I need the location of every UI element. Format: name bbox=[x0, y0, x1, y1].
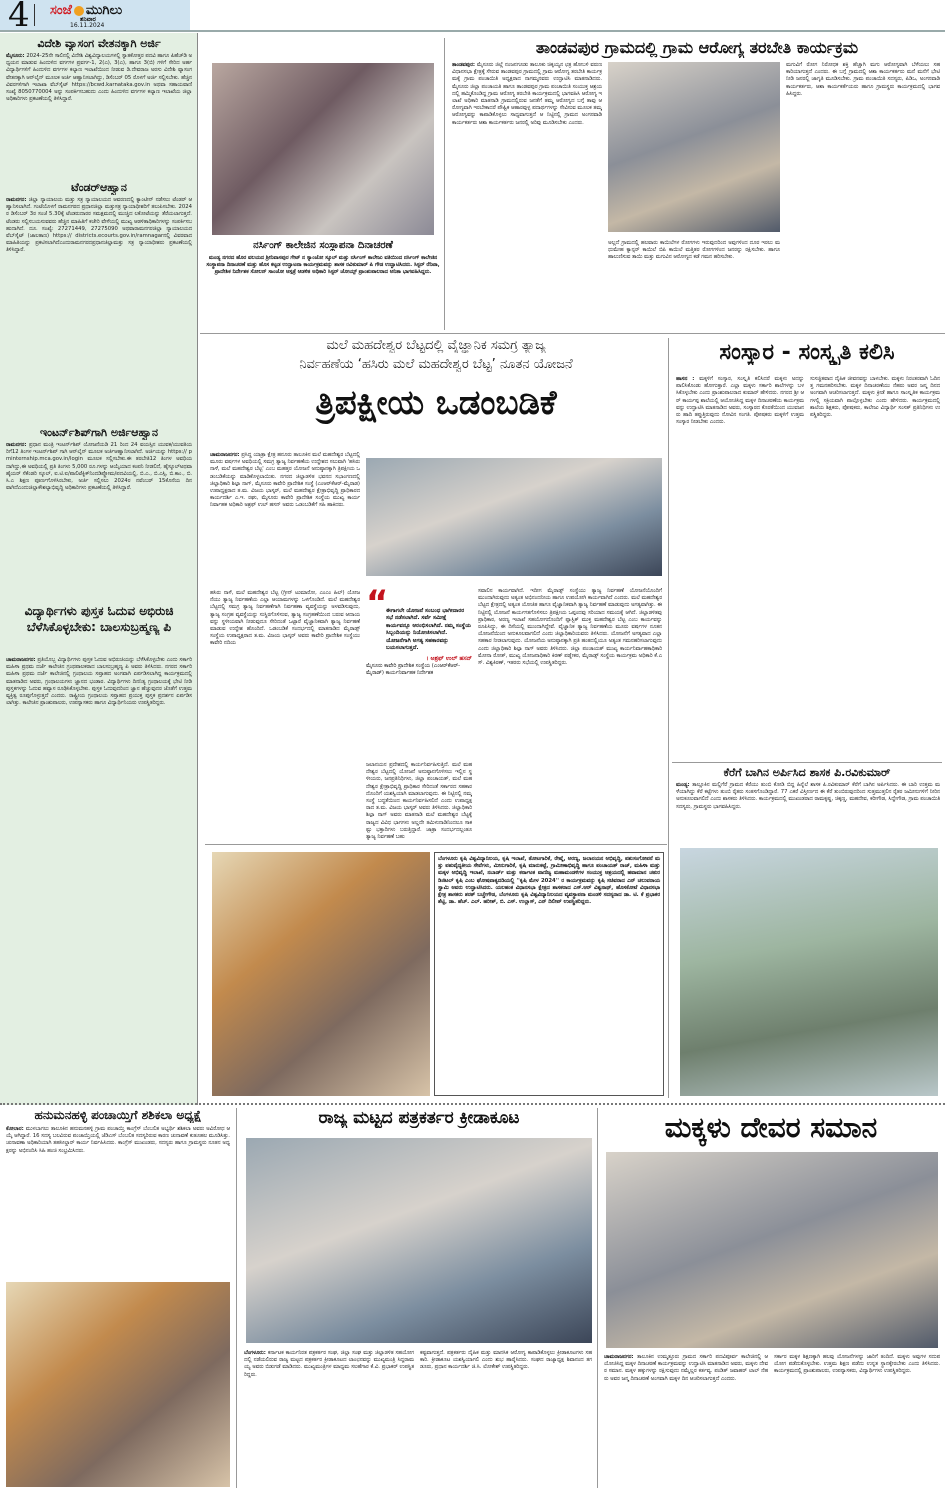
hanumanahalli-body bbox=[6, 1126, 230, 1276]
sports-body-col1 bbox=[244, 1350, 414, 1486]
story-text: ಮುಳಬಾಗಲು ತಾಲೂಕಿನ ಹನುಮನಹಳ್ಳಿ ಗ್ರಾಮ ಪಂಚಾಯ್ತಿ ಕಾಂಗ್ರೆಸ್ ಬೆಂಬಲಿತ ಅಭ್ಯರ್ಥಿ ಶಶಿಕಲಾ ಅವರು ಅವಿರೋಧ ಆಯ್ಕೆ ಆಗಿದ್ದಾರೆ. 16 ಸದಸ್ಯ ಬಲವಿರುವ ಪಂಚಾಯ್ತಿಯಲ್ಲಿ ಜೆಡಿಎಸ್ ಬೆಂಬಲಿತ ಸದಸ್ಯರಿರುವ ಕಾರಣ ಚುನಾವಣೆ ಕುತೂಹಲ ಮೂಡಿಸಿತ್ತು. ಚುನಾವಣಾ ಅಧಿಕಾರಿಯಾಗಿ ತಹಸೀಲ್ದಾರ್ ಕಾರ್ಯ ನಿರ್ವಹಿಸಿದರು. ಕಾಂಗ್ರೆಸ್ ಮುಖಂಡರು, ಸದಸ್ಯರು ಹಾಗೂ ಗ್ರಾಮಸ್ಥರು ನೂತನ ಅಧ್ಯಕ್ಷರನ್ನು ಅಭಿನಂದಿಸಿ ಸಿಹಿ ಹಂಚಿ ಸಂಭ್ರಮಿಸಿದರು. bbox=[6, 1126, 230, 1154]
issue-date: 16.11.2024 bbox=[70, 22, 105, 29]
dateline: ಮೈಸೂರು: bbox=[6, 53, 25, 59]
quote-text: ಈಗಾಗಲೇ ಯೋಜನೆ ಸಂಬಂಧ ಭಾಗೀದಾರರ ಸಭೆ ನಡೆಸಲಾಗಿದೆ. ಸರ್ವೆ ಸಮೀಕ್ಷೆ ಕಾರ್ಯವನ್ನೂ ಆರಂಭಿಸಲಾಗಿದೆ. ನಮ್ಮ ಸಂಸ್ಥೆಯ ಸಿಬ್ಬಂದಿಯನ್ನು ನಿಯೋಜಿಸಲಾಗಿದೆ. ಯೋಜನೆಗಾಗಿ ಅಗತ್ಯ ಸಹಕಾರವನ್ನು ಬಯಸಲಾಗುತ್ತದೆ. bbox=[386, 608, 472, 652]
pull-quote bbox=[366, 588, 472, 758]
dotted-rule bbox=[0, 1103, 945, 1105]
dateline: ಕೋಲಾರ: bbox=[6, 1126, 24, 1132]
mou-signing-photo bbox=[366, 458, 662, 576]
top-rule bbox=[0, 30, 945, 32]
column-divider bbox=[236, 1108, 237, 1488]
nursing-headline: ನರ್ಸಿಂಗ್ ಕಾಲೇಜಿನ ಸಂಸ್ಥಾಪನಾ ದಿನಾಚರಣೆ bbox=[253, 240, 393, 251]
story-headline: ವಿದೇಶಿ ವ್ಯಾಸಂಗ ವೇತನಕ್ಕಾಗಿ ಅರ್ಜಿ bbox=[37, 37, 161, 50]
kere-headline: ಕೆರೆಗೆ ಬಾಗಿನ ಅರ್ಪಿಸಿದ ಶಾಸಕ ಪಿ.ರವಿಕುಮಾರ್ bbox=[723, 766, 891, 779]
section-rule bbox=[672, 762, 942, 763]
page-number: 4 bbox=[8, 0, 30, 30]
dateline: ಹಾಸನ : bbox=[676, 376, 695, 382]
story-text: ಮಕ್ಕಳಿಗೆ ಸಂಸ್ಕಾರ, ಸಂಸ್ಕೃತಿ ಕಲಿಸಿದರೆ ಮಕ್ಕಳು ಅದನ್ನು ಪಾಲಿಸಿಕೊಂಡು ಹೋಗುತ್ತಾರೆ. ಎಲ್ಲಾ ಮಕ್ಕಳು ಸರ್ಕಾರಿ ಶಾಲೆಗಳನ್ನು ಬಳಸಿಕೊಳ್ಳಬೇಕು ಎಂದು ಪ್ರಾಂಶುಪಾಲರಾದ ಕುಮಾರ್ ಹೇಳಿದರು. ನಗರದ ಶ್ರೀ ಆರ್ ಕಾರ್ಯಪ್ಪ ಶಾಲೆಯಲ್ಲಿ ಆಯೋಜಿಸಿದ್ದ ಮಕ್ಕಳ ದಿನಾಚರಣೆಯ ಕಾರ್ಯಕ್ರಮವನ್ನು ಉದ್ಘಾಟಿಸಿ ಮಾತನಾಡಿದ ಅವರು, ಸಂಸ್ಕಾರದ ಕೊರತೆಯಿಂದ ಯುವಜನರು ಹಾದಿ ತಪ್ಪುತ್ತಿರುವುದು ನೋವಿನ ಸಂಗತಿ. ಪೋಷಕರು ಮಕ್ಕಳಿಗೆ ಉತ್ತಮ ಸಂಸ್ಕಾರ ನೀಡಬೇಕು ಎಂದರು. bbox=[676, 376, 804, 426]
childrens-day-photo bbox=[606, 1152, 938, 1348]
story-body bbox=[6, 53, 192, 178]
lead-body-col3: ಜಲಾನಯನ ಪ್ರದೇಶದಲ್ಲಿ ಕಾರ್ಯನಿರ್ವಹಿಸುತ್ತಿದೆ. ಮಲೆ ಮಹದೇಶ್ವರ ಬೆಟ್ಟದಲ್ಲಿ ಯೋಜನೆ ಅನುಷ್ಠಾನಗೊಳಿಸಲು ಇಲ್ಲಿನ ಸ್ಥಳೀಯರು, ಜನಪ್ರತಿನಿಧಿಗಳು, ಜಿಲ್ಲಾ ಪಂಚಾಯತ್, ಮಲೆ ಮಹದೇಶ್ವರ ಕ್ಷೇತ್ರಾಭಿವೃದ್ಧಿ ಪ್ರಾಧಿಕಾರ ಸೇರಿದಂತೆ ಸರ್ಕಾರದ ಸಹಕಾರದೊಂದಿಗೆ ಯಶಸ್ವಿಯಾಗಿ ಮಾಡಲಾಗುವುದು. ಈ ನಿಟ್ಟಿನಲ್ಲಿ ನಮ್ಮ ಸಂಸ್ಥೆ ಬದ್ಧತೆಯಿಂದ ಕಾರ್ಯನಿರ್ವಹಿಸಲಿದೆ ಎಂದು ಉಪಾಧ್ಯಕ್ಷರಾದ ತ.ಮ. ವಿಜಯ ಭಾಸ್ಕರ್ ಅವರು ತಿಳಿಸಿದರು. ಜಿಲ್ಲಾಧಿಕಾರಿ ಶಿಲ್ಪಾ ನಾಗ್ ಅವರು ಮಾತನಾಡಿ ಮಲೆ ಮಹದೇಶ್ವರ ಬೆಟ್ಟಕ್ಕೆ ರಾಜ್ಯದ ವಿವಿಧ ಭಾಗಗಳು ಅಲ್ಲದೇ ತಮಿಳುನಾಡಿನಿಂದಲೂ ಸಾಕಷ್ಟು ಭಕ್ತಾದಿಗಳು ಬರುತ್ತಿದ್ದಾರೆ. ಜಾತ್ರಾ ಸಂದರ್ಭದಲ್ಲಂತೂ ತ್ಯಾಜ್ಯ ನಿರ್ವಹಣೆ ಬಹು bbox=[366, 762, 472, 840]
story-body bbox=[6, 657, 192, 1097]
dateline: ಚಾಮರಾಜನಗರ: bbox=[210, 452, 240, 458]
story-text: ಜಿಲ್ಲಾ ನ್ಯಾಯಾಲಯ ಮತ್ತು ಸತ್ರ ನ್ಯಾಯಾಲಯದ ಆವರಣದಲ್ಲಿ ಕ್ಯಾಂಟೀನ್ ನಡೆಸಲು ಟೆಂಡರ್ ಆಹ್ವಾನಿಸಲಾಗಿದೆ. ಗಂಟೆಯೊಳಗೆ ರಾಮನಗರದ ಪ್ರಧಾನಜಿಲ್ಲಾ ಮತ್ತುಸತ್ರ ನ್ಯಾಯಾಧೀಶರಿಗೆ ತಲುಪಿಸಬೇಕು. 2024ರ ಡಿಸೆಂಬರ್ 3ರ ಸಂಜೆ 5.30ಕ್ಕೆ ಟೆಂಡರುದಾರರ ಸಮಕ್ಷಮದಲ್ಲಿ ಮುಚ್ಚಿದ ಲಕೋಟೆಯನ್ನು ತೆರೆಯಲಾಗುತ್ತದೆ. ಟೆಂಡರು ಸಲ್ಲಿಸಬಯಸುವವರು ಹೆಚ್ಚಿನ ಮಾಹಿತಿಗೆ ಕಚೇರಿ ವೇಳೆಯಲ್ಲಿ ಮುಖ್ಯ ಆಡಳಿತಾಧಿಕಾರಿಗಳನ್ನು ಸಂಪರ್ಕಿಸಬಹುದಾಗಿದೆ. ದೂ. ಸಂಖ್ಯೆ: 27271449, 27275090 ಅಥವಾರಾಮನಗರಜಿಲ್ಲಾ ನ್ಯಾಯಾಲಯದವೆಬ್‌ಸೈಟ್ (ಜಾಲತಾಣ) https:// districts.ecourts.gov.in/ramnagarನಲ್ಲಿ ವಿವರವಾದ ಮಾಹಿತಿಯನ್ನು ಪ್ರಕಟಿಸಲಾಗಿದೆಎಂದುರಾಮನಗರದಪ್ರಧಾನಜಿಲ್ಲಾಮತ್ತು ಸತ್ರ ನ್ಯಾಯಾಧೀಶರು ಪ್ರಕಟಣೆಯಲ್ಲಿ ತಿಳಿಸಿದ್ದಾರೆ. bbox=[6, 197, 192, 254]
samskara-headline: ಸಂಸ್ಕಾರ - ಸಂಸ್ಕೃತಿ ಕಲಿಸಿ bbox=[719, 340, 895, 365]
hanumanahalli-headline: ಹನುಮನಹಳ್ಳಿ ಪಂಚಾಯ್ತಿಗೆ ಶಶಿಕಲಾ ಅಧ್ಯಕ್ಷೆ bbox=[34, 1108, 202, 1122]
makkalu-headline: ಮಕ್ಕಳು ದೇವರ ಸಮಾನ bbox=[664, 1111, 878, 1144]
quote-byline: । ಅಶ್ರಫ್ ಉಲ್ ಹಸನ್ bbox=[426, 655, 472, 663]
health-training-photo bbox=[608, 62, 780, 232]
story-text: ಮೈಸೂರು ಜಿಲ್ಲೆ ನಂಜನಗೂಡು ತಾಲೂಕು ಚಿಕ್ಕಯ್ಯನ ಛತ್ರ ಹೋಬಳಿ ವರುಣ ವಿಧಾನಸಭಾ ಕ್ಷೇತ್ರಕ್ಕೆ ಸೇರುವ ತಾಂಡವಪುರ ಗ್ರಾಮದಲ್ಲಿ ಗ್ರಾಮ ಆರೋಗ್ಯ ತರಬೇತಿ ಕಾರ್ಯಕ್ರಮಕ್ಕೆ ಗ್ರಾಮ ಪಂಚಾಯಿತಿ ಅಧ್ಯಕ್ಷರಾದ ನಾಗಮ್ಮನವರು ಉದ್ಘಾಟಿಸಿ ಮಾತನಾಡಿದರು. ಮೈಸೂರು ಜಿಲ್ಲಾ ಪಂಚಾಯತಿ ಹಾಗೂ ತಾಂಡವಪುರ ಗ್ರಾಮ ಪಂಚಾಯಿತಿ ಸಂಯುಕ್ತ ಆಶ್ರಯದಲ್ಲಿ ಹಮ್ಮಿಕೊಂಡಿದ್ದ ಗ್ರಾಮ ಆರೋಗ್ಯ ತರಬೇತಿ ಕಾರ್ಯಕ್ರಮದಲ್ಲಿ ಭಾಗವಹಿಸಿ ಆರೋಗ್ಯ ಇಲಾಖೆ ಅಧಿಕಾರಿ ಮಾತನಾಡಿ ಗ್ರಾಮದಲ್ಲಿರುವ ಜನತೆಗೆ ತಮ್ಮ ಆರೋಗ್ಯದ ಬಗ್ಗೆ ತಾವು ಆರೋಗ್ಯವಾಗಿ ಇರಬೇಕಾದರೆ ಪೌಷ್ಟಿಕ ಆಹಾರವುಳ್ಳ ಪದಾರ್ಥಗಳನ್ನು ಸೇವಿಸುವ ಮೂಲಕ ತಮ್ಮ ಆರೋಗ್ಯವನ್ನು ಕಾಪಾಡಿಕೊಳ್ಳಲು ಸಾಧ್ಯವಾಗುತ್ತದೆ ಆ ನಿಟ್ಟಿನಲ್ಲಿ ಗ್ರಾಮದ ಅಂಗನವಾಡಿ ಕಾರ್ಯಕರ್ತರು ಆಶಾ ಕಾರ್ಯಕರ್ತರು ಜನರಲ್ಲಿ ಅರಿವು ಮೂಡಿಸಬೇಕು ಎಂದರು. bbox=[452, 62, 602, 126]
dateline: ತಾಂಡವಪುರ: bbox=[452, 62, 476, 68]
story-text: ಪ್ರಸಿದ್ಧ ಯಾತ್ರಾ ಕ್ಷೇತ್ರ ಹನೂರು ತಾಲೂಕಿನ ಮಲೆ ಮಹದೇಶ್ವರ ಬೆಟ್ಟದಲ್ಲಿ ಮೂರು ವರ್ಷಗಳ ಅವಧಿಯಲ್ಲಿ ಸಮಗ್ರ ತ್ಯಾಜ್ಯ ನಿರ್ವಹಣೆಯ ಉದ್ದೇಶದ ಸಲುವಾಗಿ 'ಹಸಿರು ನಾಳೆ, ಮಲೆ ಮಹದೇಶ್ವರ ಬೆಟ್ಟ' ಎಂಬ ಮಹತ್ತರ ಯೋಜನೆ ಅನುಷ್ಠಾನಕ್ಕಾಗಿ ತ್ರಿಪಕ್ಷೀಯ ಒಡಂಬಡಿಕೆಯನ್ನು ಮಾಡಿಕೊಳ್ಳಲಾಯಿತು. ನಗರದ ಜಿಲ್ಲಾಡಳಿತ ಭವನದ ಸಭಾಂಗಣದಲ್ಲಿ ಜಿಲ್ಲಾಧಿಕಾರಿ ಶಿಲ್ಪಾ ನಾಗ್, ಮೈಸೂರು ಕಾವೇರಿ ಪ್ರಾದೇಶಿಕ ಸಂಸ್ಥೆ (ಎಂಆರ್‌ಕೆಆರ್-ಮೈರಾಡ) ಉಪಾಧ್ಯಕ್ಷರಾದ ತ.ಮ. ವಿಜಯ ಭಾಸ್ಕರ್, ಮಲೆ ಮಹದೇಶ್ವರ ಕ್ಷೇತ್ರಾಭಿವೃದ್ಧಿ ಪ್ರಾಧಿಕಾರದ ಕಾರ್ಯದರ್ಶಿ ಎ.ಇ. ರಘು, ಮೈಸೂರು ಕಾವೇರಿ ಪ್ರಾದೇಶಿಕ ಸಂಸ್ಥೆಯ ಮುಖ್ಯ ಕಾರ್ಯನಿರ್ವಾಹಕ ಅಧಿಕಾರಿ ಅಶ್ರಫ್ ಉಲ್ ಹಸನ್ ಅವರು ಒಡಂಬಡಿಕೆಗೆ ಸಹಿ ಹಾಕಿದರು. bbox=[210, 452, 360, 509]
story-text: 2024-25ನೇ ಸಾಲಿನಲ್ಲಿ ವಿದೇಶಿ ವಿಶ್ವವಿದ್ಯಾಲಯಗಳಲ್ಲಿ ಸ್ನಾತಕೋತ್ತರ ಪದವಿ ಹಾಗೂ ಪಿಹೆಚ್‌ಡಿ ಅಧ್ಯಯನ ಮಾಡುವ ಹಿಂದುಳಿದ ವರ್ಗಗಳ ಪ್ರವರ್ಗ-1, 2(ಎ), 3(ಎ), ಹಾಗೂ 3(ಬಿ) ಗಳಿಗೆ ಸೇರಿದ ಅರ್ಹ ವಿದ್ಯಾರ್ಥಿಗಳಿಗೆ ಹಿಂದುಳಿದ ವರ್ಗಗಳ ಕಲ್ಯಾಣ ಇಲಾಖೆಯಿಂದ ನೀಡುವ ಡಿ.ದೇವರಾಜ ಅರಸು ವಿದೇಶಿ ವ್ಯಾಸಂಗ ವೇತನಕ್ಕಾಗಿ ಆನ್‌ಲೈನ್ ಮೂಲಕ ಅರ್ಜಿ ಆಹ್ವಾನಿಸಲಾಗಿದ್ದು, ಡಿಸೆಂಬರ್ 05 ರೊಳಗೆ ಅರ್ಜಿ ಸಲ್ಲಿಸಬೇಕು. ಹೆಚ್ಚಿನ ವಿವರಗಳಿಗಾಗಿ ಇಲಾಖಾ ವೆಬ್‌ಸೈಟ್ https://bcwd.karnataka.gov.in ಅಥವಾ ಸಹಾಯವಾಣಿ ಸಂಖ್ಯೆ 8050770004 ಅನ್ನು ಸಂಪರ್ಕಿಸಬಹುದು ಎಂದು ಹಿಂದುಳಿದ ವರ್ಗಗಳ ಕಲ್ಯಾಣ ಇಲಾಖೆಯ ಜಿಲ್ಲಾ ಅಧಿಕಾರಿಗಳು ಪ್ರಕಟಣೆಯಲ್ಲಿ ತಿಳಿಸಿದ್ದಾರೆ. bbox=[6, 53, 192, 103]
lead-body-col1 bbox=[210, 452, 360, 582]
lead-body-col2: ಹಸಿರು ನಾಳೆ, ಮಲೆ ಮಹದೇಶ್ವರ ಬೆಟ್ಟ (ಗ್ರೀನ್ ಟುಮಾರೋ, ಎಂಎಂ ಹಿಲ್) ಯೋಜನೆಯು ತ್ಯಾಜ್ಯ ನಿರ್ವಹಣೆಯ ಎಲ್ಲಾ ಆಯಾಮಗಳನ್ನು ಒಳಗೊಂಡಿದೆ. ಮಲೆ ಮಹದೇಶ್ವರ ಬೆಟ್ಟದಲ್ಲಿ ಸಮಗ್ರ ತ್ಯಾಜ್ಯ ನಿರ್ವಹಣೆಗಾಗಿ ನಿರ್ವಹಣಾ ವ್ಯವಸ್ಥೆಯನ್ನು ಅಳವಡಿಸುವುದು, ತ್ಯಾಜ್ಯ ಸಂಗ್ರಹ ವ್ಯವಸ್ಥೆಯನ್ನು ಸುಸ್ಥಿರಗೊಳಿಸುವ, ತ್ಯಾಜ್ಯ ಸಂಗ್ರಹಣೆಯಿಂದ ಬರುವ ಆದಾಯವನ್ನು ಸ್ಥಳೀಯವಾಗಿ ನೀಡುವುದೂ ಸೇರಿದಂತೆ ಒಟ್ಟಾರೆ ವೈಜ್ಞಾನಿಕವಾಗಿ ತ್ಯಾಜ್ಯ ನಿರ್ವಹಣೆ ಮಾಡುವ ಉದ್ದೇಶ ಹೊಂದಿದೆ. ಒಡಂಬಡಿಕೆ ಸಂದರ್ಭದಲ್ಲಿ ಮಾತನಾಡಿದ ಮೈರಾಡ್ಸ್ ಸಂಸ್ಥೆಯ ಉಪಾಧ್ಯಕ್ಷರಾದ ತ.ಮ. ವಿಜಯ ಭಾಸ್ಕರ್ ಅವರು ಕಾವೇರಿ ಪ್ರಾದೇಶಿಕ ಸಂಸ್ಥೆಯು ಕಾವೇರಿ ನದಿಯ bbox=[210, 590, 360, 647]
dateline: ಬೆಂಗಳೂರು: bbox=[244, 1350, 266, 1356]
samskara-body-col1 bbox=[676, 376, 804, 756]
krishi-mela-photo bbox=[212, 852, 430, 1096]
masthead-divider bbox=[34, 4, 35, 26]
logo-text-part1: ಸಂಜೆ bbox=[50, 3, 72, 18]
story-headline: ಇಂಟರ್ನ್‌ಶಿಪ್‌ಗಾಗಿ ಅರ್ಜಿಆಹ್ವಾನ bbox=[39, 426, 159, 439]
story-text: ಪ್ರಧಾನ ಮಂತ್ರಿ ಇಂಟರ್ನ್‌ಶಿಪ್ ಯೋಜನೆಯಡಿ 21 ರಿಂದ 24 ವಯಸ್ಸಿನ ಯುವಕ/ಯುವತಿಯರಿಗೆ12 ತಿಂಗಳ ಇಂಟರ್ನ್‌ಶಿಪ್ ಗಾಗಿ ಆನ್‌ಲೈನ್ ಮೂಲಕ ಅರ್ಜಿಆಹ್ವಾನಿಸಲಾಗಿದೆ. ಅರ್ಜಿಯನ್ನು https:// pminternship.mca.gov.in/login ಮೂಲಕ ಸಲ್ಲಿಸಬೇಕು.ಈ ತರಬೇತಿ12 ತಿಂಗಳ ಅವಧಿಯದಾಗಿದ್ದು,ಈ ಅವಧಿಯಲ್ಲಿ ಪ್ರತಿ ತಿಂಗಳು 5,000 ರೂ.ಗಳನ್ನು ಆಯ್ಕೆಯಾದ ಕಂಪನಿ ನೀಡಲಿದೆ, ಹೈಸ್ಕೂಲ್‌ಅಥವಾ ಹೈಯರ್ ಸೆಕೆಂಡರಿ ಸ್ಕೂಲ್, ಐ.ಟಿ.ಐ/ಪಾಲಿಟೆಕ್ನಿಕ್‌ನಿಂದಡಿಪ್ಲೋಮ/ಪದವಿಯಲ್ಲಿ, ಬಿ.ಎ., ಬಿ.ಎಸ್ಸಿ, ಬಿ.ಕಾಂ., ಬಿ.ಸಿ.ಎ ಶಿಕ್ಷಣ ಪೂರ್ಣಗೊಳಿಸಿರಬೇಕು, ಅರ್ಜಿ ಸಲ್ಲಿಸಲು 2024ರ ನವೆಂಬರ್ 15ಕೊನೆಯ ದಿನವಾಗಿದೆಎಂದುಜಿಲ್ಲಾಕೌಶಲ್ಯಾಭಿವೃದ್ಧಿ ಅಧಿಕಾರಿಗಳು ಪ್ರಕಟಣೆಯಲ್ಲಿ ತಿಳಿಸಿದ್ದಾರೆ. bbox=[6, 442, 192, 492]
lead-kicker-line1: ಮಲೆ ಮಹದೇಶ್ವರ ಬೆಟ್ಟದಲ್ಲಿ ವೈಜ್ಞಾನಿಕ ಸಮಗ್ರ ತ್ಯಾಜ್ಯ bbox=[326, 338, 546, 353]
story-body bbox=[6, 442, 192, 600]
makkalu-body-col2: ಸರ್ಕಾರ ಮಕ್ಕಳ ಶಿಕ್ಷಣಕ್ಕಾಗಿ ಹಲವು ಯೋಜನೆಗಳನ್ನು ಜಾರಿಗೆ ತಂದಿದೆ. ಮಕ್ಕಳು ಅವುಗಳ ಸದುಪಯೋಗ ಪಡೆದುಕೊಳ್ಳಬೇಕು. ಉತ್ತಮ ಶಿಕ್ಷಣ ಪಡೆದು ಉನ್ನತ ಸ್ಥಾನಕ್ಕೇರಬೇಕು ಎಂದು ತಿಳಿಸಿದರು. ಕಾರ್ಯಕ್ರಮದಲ್ಲಿ ಪ್ರಾಂಶುಪಾಲರು, ಉಪನ್ಯಾಸಕರು, ವಿದ್ಯಾರ್ಥಿಗಳು ಉಪಸ್ಥಿತರಿದ್ದರು. bbox=[774, 1354, 940, 1375]
tandavapura-headline: ತಾಂಡವಪುರ ಗ್ರಾಮದಲ್ಲಿ ಗ್ರಾಮ ಆರೋಗ್ಯ ತರಬೇತಿ ಕಾರ್ಯಕ್ರಮ bbox=[535, 38, 859, 57]
story-body bbox=[6, 197, 192, 422]
lead-body-col4: ಸವಾಲಿನ ಕಾರ್ಯವಾಗಿದೆ. ಇದೀಗ ಮೈರಾಡ್ಸ್ ಸಂಸ್ಥೆಯು ತ್ಯಾಜ್ಯ ನಿರ್ವಹಣೆ ಯೋಜನೆಯೊಂದಿಗೆ ಮುಂದಾಗಿರುವುದು ಅತ್ಯಂತ ಅಭಿನಂದನೀಯ ಹಾಗೂ ಉಪಯೋಗಿ ಕಾರ್ಯವಾಗಿದೆ ಎಂದರು. ಮಲೆ ಮಹದೇಶ್ವರ ಬೆಟ್ಟದ ಕ್ಷೇತ್ರದಲ್ಲಿ ಅತ್ಯಂತ ಯೋಜಿತ ಹಾಗೂ ವೈಜ್ಞಾನಿಕವಾಗಿ ತ್ಯಾಜ್ಯ ನಿರ್ವಹಣೆ ಮಾಡುವುದು ಅಗತ್ಯವಾಗಿತ್ತು. ಈ ನಿಟ್ಟಿನಲ್ಲಿ ಯೋಜನೆ ಕಾರ್ಯಗತಗೊಳಿಸಲು ತ್ರಿಪಕ್ಷೀಯ ಒಪ್ಪಂದವು ಸರಿಯಾದ ಸಮಯಕ್ಕೆ ಆಗಿದೆ. ಜಿಲ್ಲಾಡಳಿತವು ಪ್ರಾಧಿಕಾರ, ಅರಣ್ಯ ಇಲಾಖೆ ಸಹಯೋಗದೊಂದಿಗೆ ಪ್ಲಾಸ್ಟಿಕ್ ಮುಕ್ತ ಮಹದೇಶ್ವರ ಬೆಟ್ಟ ಎಂಬ ಕಾರ್ಯವನ್ನು ರೂಪಿಸಿದ್ದು, ಈ ದಿಸೆಯಲ್ಲಿ ಮುಂದಾಗಿದ್ದೇವೆ. ವೈಜ್ಞಾನಿಕ ತ್ಯಾಜ್ಯ ನಿರ್ವಹಣೆಯ ಮೂರು ವರ್ಷಗಳ ನೂತನ ಯೋಜನೆಯಿಂದ ಅನುಕೂಲವಾಗಲಿದೆ ಎಂದು ಜಿಲ್ಲಾಧಿಕಾರಿಯವರು ತಿಳಿಸಿದರು. ಯೋಜನೆಗೆ ಅಗತ್ಯವಾದ ಎಲ್ಲಾ ಸಹಕಾರ ನೀಡಲಾಗುವುದು. ಯೋಜನೆಯ ಅನುಷ್ಠಾನಕ್ಕಾಗಿ ಪ್ರತಿ ಹಂತದಲ್ಲಿಯೂ ಅತ್ಯಂತ ಗಮನಹರಿಸಲಾಗುವುದು ಎಂದು ಜಿಲ್ಲಾಧಿಕಾರಿ ಶಿಲ್ಪಾ ನಾಗ್ ಅವರು ತಿಳಿಸಿದರು. ಜಿಲ್ಲಾ ಪಂಚಾಯತ್ ಮುಖ್ಯ ಕಾರ್ಯನಿರ್ವಾಹಕಾಧಿಕಾರಿ ಮೋನಾ ರೋತ್, ಮುಖ್ಯ ಯೋಜನಾಧಿಕಾರಿ ಕಿರಣ್ ಪಡ್ನೇಕರ, ಮೈರಾಡ್ಸ್ ಸಂಸ್ಥೆಯ ಕಾರ್ಯಕ್ರಮ ಅಧಿಕಾರಿ ಕೆ.ಎಸ್. ವಿಶ್ವಕಿರಣ್, ಇತರರು ಸಭೆಯಲ್ಲಿ ಉಪಸ್ಥಿತರಿದ್ದರು. bbox=[478, 588, 662, 667]
krishi-mela-caption: ಬೆಂಗಳೂರು ಕೃಷಿ ವಿಶ್ವವಿದ್ಯಾನಿಲಯ, ಕೃಷಿ ಇಲಾಖೆ, ತೋಟಗಾರಿಕೆ, ರೇಷ್ಮೆ, ಅರಣ್ಯ, ಜಲಾನಯನ ಅಭಿವೃದ್ಧಿ, ಪಶುಸಂಗೋಪನೆ ಮತ್ತು ಪಶುವೈದ್ಯಕೀಯ ಸೇವೆಗಳು, ಮೀನುಗಾರಿಕೆ, ಕೃಷಿ ಮಾರುಕಟ್ಟೆ, ಗ್ರಾಮೀಣಾಭಿವೃದ್ಧಿ ಹಾಗೂ ಪಂಚಾಯತ್ ರಾಜ್, ಮಹಿಳಾ ಮತ್ತು ಮಕ್ಕಳ ಅಭಿವೃದ್ಧಿ ಇಲಾಖೆ, ನಬಾರ್ಡ್ ಮತ್ತು ಕರ್ನಾಟಕ ವಾಣಿಜ್ಯ ಮಹಾಮಂಡಳಿಗಳ ಸಂಯುಕ್ತ ಆಶ್ರಯದಲ್ಲಿ ಹವಾಮಾನ ಚತುರ ಡಿಜಿಟಲ್ ಕೃಷಿ ಎಂಬ ಘೋಷವಾಕ್ಯದಡಿಯಲ್ಲಿ ''ಕೃಷಿ ಮೇಳ 2024'' ರ ಕಾರ್ಯಕ್ರಮವನ್ನು ಕೃಷಿ ಸಚಿವರಾದ ಎನ್ ಚಲುವರಾಯಸ್ವಾಮಿ ಅವರು ಉದ್ಘಾಟಿಸಿದರು. ಯಲಹಂಕ ವಿಧಾನಸಭಾ ಕ್ಷೇತ್ರದ ಶಾಸಕರಾದ ಎಸ್.ಆರ್ ವಿಶ್ವನಾಥ್, ಹೊಸಕೋಟೆ ವಿಧಾನಸಭಾ ಕ್ಷೇತ್ರ ಶಾಸಕರು ಶರತ್ ಬಚ್ಚೇಗೌಡ, ಬೆಂಗಳೂರು ಕೃಷಿ ವಿಶ್ವವಿದ್ಯಾನಿಲಯದ ವ್ಯವಸ್ಥಾಪನಾ ಮಂಡಳಿ ಸದಸ್ಯರಾದ ಡಾ. ಟಿ. ಕೆ ಪ್ರಭಾಕರ ಶೆಟ್ಟಿ, ಡಾ. ಹೆಚ್. ಎಲ್. ಹರೀಶ್, ಬಿ. ಎಸ್. ಉಲ್ಲಾಸ್, ಎನ್ ದಿಲೀಪ್ ಉಪಸ್ಥಿತರಿದ್ದರು. bbox=[434, 852, 664, 1096]
makkalu-body-col1 bbox=[604, 1354, 768, 1486]
sports-headline: ರಾಜ್ಯ ಮಟ್ಟದ ಪತ್ರಕರ್ತರ ಕ್ರೀಡಾಕೂಟ bbox=[318, 1108, 520, 1128]
story-text: ಪ್ರತಿಯೊಬ್ಬ ವಿದ್ಯಾರ್ಥಿಗಳು ಪುಸ್ತಕ ಓದುವ ಅಭಿರುಚಿಯನ್ನು ಬೆಳೆಸಿಕೊಳ್ಳಬೇಕು ಎಂದು ಸರ್ಕಾರಿ ಮಹಿಳಾ ಪ್ರಥಮ ದರ್ಜೆ ಕಾಲೇಜಿನ ಗ್ರಂಥಪಾಲಕರಾದ ಬಾಲಸುಬ್ರಹ್ಮಣ್ಯ ಪಿ ಅವರು ತಿಳಿಸಿದರು. ನಗರದ ಸರ್ಕಾರಿ ಮಹಿಳಾ ಪ್ರಥಮ ದರ್ಜೆ ಕಾಲೇಜಿನಲ್ಲಿ ಗ್ರಂಥಾಲಯ ಸಪ್ತಾಹದ ಅಂಗವಾಗಿ ಏರ್ಪಡಿಸಲಾಗಿದ್ದ ಕಾರ್ಯಕ್ರಮದಲ್ಲಿ ಮಾತನಾಡಿದ ಅವರು, ಗ್ರಂಥಾಲಯಗಳು ಜ್ಞಾನದ ಭಂಡಾರ. ವಿದ್ಯಾರ್ಥಿಗಳು ದಿನನಿತ್ಯ ಗ್ರಂಥಾಲಯಕ್ಕೆ ಭೇಟಿ ನೀಡಿ ಪುಸ್ತಕಗಳನ್ನು ಓದುವ ಹವ್ಯಾಸ ರೂಢಿಸಿಕೊಳ್ಳಬೇಕು. ಪುಸ್ತಕ ಓದುವುದರಿಂದ ಜ್ಞಾನ ಹೆಚ್ಚುವುದರ ಜೊತೆಗೆ ಉತ್ತಮ ವ್ಯಕ್ತಿತ್ವ ರೂಪುಗೊಳ್ಳುತ್ತದೆ ಎಂದರು. ರಾಷ್ಟ್ರೀಯ ಗ್ರಂಥಾಲಯ ಸಪ್ತಾಹದ ಪ್ರಯುಕ್ತ ಪುಸ್ತಕ ಪ್ರದರ್ಶನ ಏರ್ಪಡಿಸಲಾಗಿತ್ತು. ಕಾಲೇಜಿನ ಪ್ರಾಂಶುಪಾಲರು, ಉಪನ್ಯಾಸಕರು ಹಾಗೂ ವಿದ್ಯಾರ್ಥಿನಿಯರು ಉಪಸ್ಥಿತರಿದ್ದರು. bbox=[6, 657, 192, 707]
kere-body bbox=[676, 782, 940, 842]
column-divider bbox=[597, 1108, 598, 1488]
story-headline: ಟೆಂಡರ್‌ಆಹ್ವಾನ bbox=[71, 181, 127, 194]
story-text: ತಾಲ್ಲೂಕಿನ ಮಲ್ಲಿಗೆರೆ ಗ್ರಾಮದ ಕೆರೆಯು ತುಂಬಿ ಕೋಡಿ ಬಿದ್ದ ಹಿನ್ನೆಲೆ ಶಾಸಕ ಪಿ.ರವಿಕುಮಾರ್ ಕೆರೆಗೆ ಬಾಗಿನ ಅರ್ಪಿಸಿದರು. ಈ ಬಾರಿ ಉತ್ತಮ ಮಳೆಯಾಗಿದ್ದು ಕೆರೆ ಕಟ್ಟೆಗಳು ತುಂಬಿ ರೈತರು ಸಂತಸಗೊಂಡಿದ್ದಾರೆ. 77 ಎಕರೆ ವಿಸ್ತೀರ್ಣದ ಈ ಕೆರೆ ತುಂಬಿರುವುದರಿಂದ ಸುತ್ತಮುತ್ತಲಿನ ರೈತರ ಜಮೀನುಗಳಿಗೆ ನೀರಿನ ಅನುಕೂಲವಾಗಲಿದೆ ಎಂದು ಶಾಸಕರು ತಿಳಿಸಿದರು. ಕಾರ್ಯಕ್ರಮದಲ್ಲಿ ಮುಖಂಡರಾದ ರಾಮಕೃಷ್ಣ, ಚಿಕ್ಕಣ್ಣ, ಮಹದೇವ, ಕರೀಗೌಡ, ಸಿದ್ದೇಗೌಡ, ಗ್ರಾಮ ಪಂಚಾಯಿತಿ ಸದಸ್ಯರು, ಗ್ರಾಮಸ್ಥರು ಭಾಗವಹಿಸಿದ್ದರು. bbox=[676, 782, 940, 810]
palm-sun-icon bbox=[74, 6, 84, 16]
lake-bagina-photo bbox=[680, 848, 938, 1096]
sports-body-col2: ಕಷ್ಟವಾಗುತ್ತದೆ. ಪತ್ರಕರ್ತರು ದೈಹಿಕ ಮತ್ತು ಮಾನಸಿಕ ಆರೋಗ್ಯ ಕಾಪಾಡಿಕೊಳ್ಳಲು ಕ್ರೀಡಾಕೂಟಗಳು ಸಹಕಾರಿ. ಕ್ರೀಡಾಕೂಟ ಯಶಸ್ವಿಯಾಗಲಿ ಎಂದು ಶುಭ ಹಾರೈಸಿದರು. ಸಂಘದ ರಾಜ್ಯಾಧ್ಯಕ್ಷ ಶಿವಾನಂದ ತಗಡೂರು, ಪ್ರಧಾನ ಕಾರ್ಯದರ್ಶಿ ಜಿ.ಸಿ. ಲೋಕೇಶ್ ಉಪಸ್ಥಿತರಿದ್ದರು. bbox=[420, 1350, 592, 1371]
quote-mark-icon: “ bbox=[366, 588, 389, 623]
dateline: ಚಾಮರಾಜನಗರ: bbox=[604, 1354, 634, 1360]
tandavapura-body-cont: ಅಲ್ಲದೆ ಗ್ರಾಮದಲ್ಲಿ ಹಲವಾರು ಕಾಯಿಲೆಗಳ ರೋಗಗಳು ಇರುವುದರಿಂದ ಅವುಗಳಿಂದ ದೂರ ಇರಲು ಮಧುಮೇಹ ಕ್ಯಾನ್ಸರ್ ಕಾಯಿಲೆ ಬಿಪಿ ಕಾಯಿಲೆ ಮತ್ತಿತರ ರೋಗಗಳಿಂದ ಜನರನ್ನು ರಕ್ಷಿಸಬೇಕು. ಹಾಗೂ ಹಾಲುಣಿಸುವ ತಾಯಿ ಮತ್ತು ಮಗುವಿನ ಆರೋಗ್ಯದ ಕಡೆ ಗಮನ ಹರಿಸಬೇಕು. bbox=[608, 240, 780, 261]
samskara-body-col2: ಸುಸಜ್ಜಿತವಾದ ದೈಹಿಕ ಜೀವನವನ್ನು ಬಾಳಬೇಕು. ಮಕ್ಕಳು ನಿರಂತರವಾಗಿ ಓದಿನತ್ತ ಗಮನಹರಿಸಬೇಕು. ಮಕ್ಕಳ ದಿನಾಚರಣೆಯು ನೆಹರು ಅವರ ಜನ್ಮ ದಿನದ ಅಂಗವಾಗಿ ಆಚರಿಸಲಾಗುತ್ತದೆ. ಮಕ್ಕಳು ಕ್ರೀಡೆ ಹಾಗೂ ಸಾಂಸ್ಕೃತಿಕ ಕಾರ್ಯಕ್ರಮಗಳಲ್ಲಿ ಸಕ್ರಿಯವಾಗಿ ಪಾಲ್ಗೊಳ್ಳಬೇಕು ಎಂದು ಹೇಳಿದರು. ಕಾರ್ಯಕ್ರಮದಲ್ಲಿ ಶಾಲೆಯ ಶಿಕ್ಷಕರು, ಪೋಷಕರು, ಕಾಲೇಜು ವಿದ್ಯಾರ್ಥಿ ಸಂಸತ್ ಪ್ರತಿನಿಧಿಗಳು ಉಪಸ್ಥಿತರಿದ್ದರು. bbox=[810, 376, 940, 419]
dateline: ಚಾಮರಾಜನಗರ: bbox=[6, 657, 36, 663]
column-divider bbox=[668, 338, 669, 1098]
section-rule bbox=[205, 844, 667, 845]
story-text: ಕರ್ನಾಟಕ ಕಾರ್ಯನಿರತ ಪತ್ರಕರ್ತರ ಸಂಘ, ಜಿಲ್ಲಾ ಸಂಘ ಮತ್ತು ಜಿಲ್ಲಾಡಳಿತ ಸಹಯೋಗದಲ್ಲಿ ನಡೆಯಲಿರುವ ರಾಜ್ಯ ಮಟ್ಟದ ಪತ್ರಕರ್ತರ ಕ್ರೀಡಾಕೂಟದ ಲಾಂಛನವನ್ನು ಮುಖ್ಯಮಂತ್ರಿ ಸಿದ್ದರಾಮಯ್ಯ ಅವರು ಬಿಡುಗಡೆ ಮಾಡಿದರು. ಮುಖ್ಯಮಂತ್ರಿಗಳ ಮಾಧ್ಯಮ ಸಲಹೆಗಾರ ಕೆ.ವಿ. ಪ್ರಭಾಕರ್ ಉಪಸ್ಥಿತರಿದ್ದರು. bbox=[244, 1350, 414, 1378]
dateline: ರಾಮನಗರ: bbox=[6, 442, 27, 448]
left-column bbox=[0, 33, 198, 1105]
logo-release-photo bbox=[246, 1138, 592, 1343]
section-rule bbox=[200, 333, 945, 334]
nursing-college-photo bbox=[212, 63, 434, 235]
panchayat-celebration-photo bbox=[6, 1282, 230, 1487]
lead-headline: ತ್ರಿಪಕ್ಷೀಯ ಒಡಂಬಡಿಕೆ bbox=[315, 383, 557, 423]
story-text: ತಾಲೂಕಿನ ಉಮ್ಮತ್ತೂರು ಗ್ರಾಮದ ಸರ್ಕಾರಿ ಪದವಿಪೂರ್ವ ಕಾಲೇಜಿನಲ್ಲಿ ಆಯೋಜಿಸಿದ್ದ ಮಕ್ಕಳ ದಿನಾಚರಣೆ ಕಾರ್ಯಕ್ರಮವನ್ನು ಉದ್ಘಾಟಿಸಿ ಮಾತನಾಡಿದ ಅವರು, ಮಕ್ಕಳು ದೇವರ ಸಮಾನ. ಮಕ್ಕಳ ಹಕ್ಕುಗಳನ್ನು ರಕ್ಷಿಸುವುದು ನಮ್ಮೆಲ್ಲರ ಕರ್ತವ್ಯ. ಪಂಡಿತ್ ಜವಾಹರ್ ಲಾಲ್ ನೆಹರು ಅವರ ಜನ್ಮ ದಿನಾಚರಣೆ ಅಂಗವಾಗಿ ಮಕ್ಕಳ ದಿನ ಆಚರಿಸಲಾಗುತ್ತದೆ ಎಂದರು. bbox=[604, 1354, 768, 1382]
logo-text-part2: ಮುಗಿಲು bbox=[85, 3, 123, 18]
dateline: ರಾಮನಗರ: bbox=[6, 197, 27, 203]
masthead bbox=[0, 0, 190, 30]
story-headline: ವಿದ್ಯಾರ್ಥಿಗಳು ಪುಸ್ತಕ ಓದುವ ಅಭಿರುಚಿ ಬೆಳೆಸಿಕೊಳ್ಳಬೇಕು: ಬಾಲಸುಬ್ರಹ್ಮಣ್ಯ ಪಿ bbox=[24, 604, 174, 634]
issue-day: ಶನಿವಾರ bbox=[80, 16, 96, 23]
tandavapura-body bbox=[452, 62, 602, 247]
tandavapura-body-cont: ಮಗುವಿಗೆ ರೋಗ ನಿರೋಧಕ ಶಕ್ತಿ ಹೆಚ್ಚಾಗಿ ಮಗು ಆರೋಗ್ಯವಾಗಿ ಬೆಳೆಯಲು ಸಹಕಾರಿಯಾಗುತ್ತದೆ ಎಂದರು. ಈ ಬಗ್ಗೆ ಗ್ರಾಮದಲ್ಲಿ ಆಶಾ ಕಾರ್ಯಕರ್ತರು ಮನೆ ಮನೆಗೆ ಭೇಟಿ ನೀಡಿ ಜನರಲ್ಲಿ ಜಾಗೃತಿ ಮೂಡಿಸಬೇಕು. ಗ್ರಾಮ ಪಂಚಾಯಿತಿ ಸದಸ್ಯರು, ಪಿಡಿಒ, ಅಂಗನವಾಡಿ ಕಾರ್ಯಕರ್ತರು, ಆಶಾ ಕಾರ್ಯಕರ್ತೆಯರು ಹಾಗೂ ಗ್ರಾಮಸ್ಥರು ಕಾರ್ಯಕ್ರಮದಲ್ಲಿ ಭಾಗವಹಿಸಿದ್ದರು. bbox=[786, 62, 940, 97]
dateline: ಮಂಡ್ಯ: bbox=[676, 782, 690, 788]
quote-role: ಮೈಸೂರು ಕಾವೇರಿ ಪ್ರಾದೇಶಿಕ ಸಂಸ್ಥೆಯ (ಎಂಆರ್‌ಕೆಆರ್-ಮೈರಾಡ್) ಕಾರ್ಯನಿರ್ವಾಹಕ ನಿರ್ದೇಶಕ bbox=[366, 663, 461, 677]
nursing-caption: ಮಂಡ್ಯ ನಗರದ ಹೊರ ವಲಯದ ಶ್ರೀನಿವಾಸಪುರ ಗೇಟ್ ನ ಸ್ಯಾಂಜೋ ಸ್ಕೂಲ್ ಮತ್ತು ನರ್ಸಿಂಗ್ ಕಾಲೇಜು ವತಿಯಿಂದ ನರ್ಸಿಂಗ್ ಕಾಲೇಜಿನ ಸಂಸ್ಥಾಪನಾ ದಿನಾಚರಣೆ ಮತ್ತು ಹೊಸ ಕಟ್ಟಡ ಉದ್ಘಾಟನಾ ಕಾರ್ಯಕ್ರಮವನ್ನು ಶಾಸಕ ರವಿಕುಮಾರ್ ಪಿ ಗೌಡ ಉದ್ಘಾಟಿಸಿದರು. ಸಿಸ್ಟರ್ ರೆನಿಟಾ, ಪ್ರಾದೇಶಿಕ ನಿರ್ದೇಶಕ ಸೋಲನ್ ಸಾಂಜೋ ಆಸ್ಪತ್ರೆ ಆಡಳಿತ ಅಧಿಕಾರಿ ಸಿಸ್ಟರ್ ಜೋಯ್ಸ್ ಪ್ರಾಂಶುಪಾಲರಾದ ಅನಿತಾ ಭಾಗವಹಿಸಿದ್ದರು. bbox=[206, 255, 440, 276]
lead-kicker-line2: ನಿರ್ವಹಣೆಯ ‘ಹಸಿರು ಮಲೆ ಮಹದೇಶ್ವರ ಬೆಟ್ಟ’ ನೂತನ ಯೋಜನೆ bbox=[299, 357, 573, 372]
column-divider bbox=[444, 38, 445, 330]
